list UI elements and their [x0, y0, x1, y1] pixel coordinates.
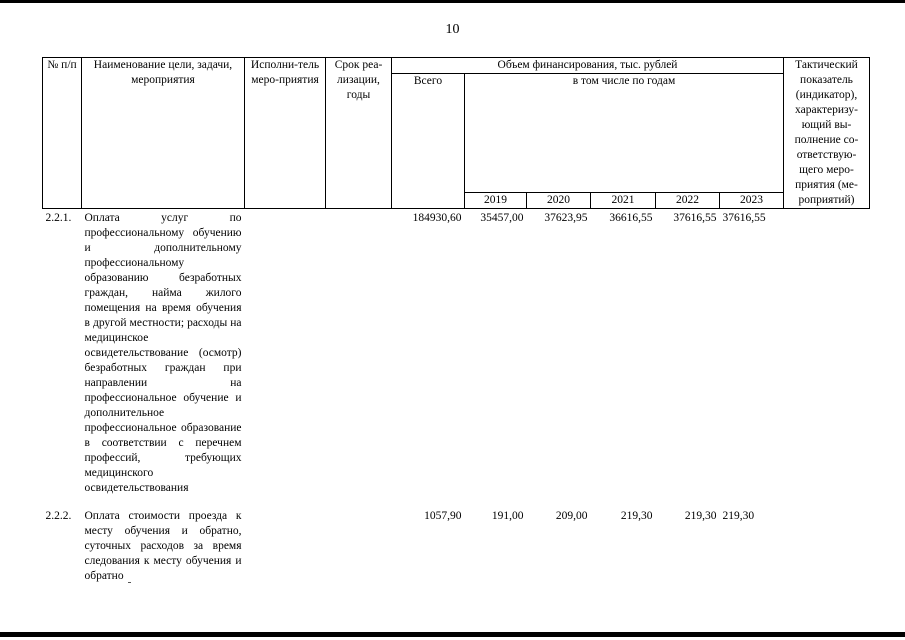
financing-table [42, 57, 870, 584]
row-indicator [784, 209, 870, 500]
row-2023: 219,30 [722, 510, 755, 522]
row-executor [245, 499, 326, 584]
row-2019: 35457,00 [480, 212, 524, 224]
table-header [43, 58, 870, 209]
bottom-rule [0, 632, 905, 637]
row-2020: 209,00 [555, 510, 588, 522]
row-2021: 219,30 [620, 510, 653, 522]
table-row [43, 499, 870, 584]
header-year: 2022 [656, 193, 720, 209]
header-executor: Исполни-тель меро-приятия [245, 58, 326, 209]
row-indicator [784, 499, 870, 584]
row-2020: 37623,95 [544, 212, 588, 224]
row-term [326, 209, 392, 500]
header-indicator: Тактический показатель (индикатор), характеризу-ющий вы-полнение со-ответствую-щего меро-приятия (ме-роприятий) [784, 58, 870, 209]
row-2022: 219,30 [684, 510, 717, 522]
header-funding: Объем финансирования, тыс. рублей [392, 58, 784, 74]
scan-speck [128, 582, 131, 583]
row-total: 184930,60 [412, 212, 462, 224]
row-num: 2.2.1. [45, 212, 72, 224]
header-year: 2023 [720, 193, 784, 209]
header-year: 2019 [465, 193, 527, 209]
row-2022: 37616,55 [673, 212, 717, 224]
row-term [326, 499, 392, 584]
header-num: № п/п [43, 58, 82, 209]
row-2023: 37616,55 [722, 212, 766, 224]
row-name: Оплата услуг по профессиональному обучению и дополнительному профессиональному образованию безработных граждан, найма жилого помещения на время обучения в другой местности; расходы на медицинское освидетельствование (осмотр) безработных граждан при направлении на профессиональное обучение и дополнительное профессиональное образование в соответствии с перечнем профессий, требующих медицинского освидетельствования [84, 212, 242, 494]
table-row [43, 209, 870, 500]
header-year: 2021 [591, 193, 656, 209]
header-total: Всего [392, 74, 465, 209]
row-total: 1057,90 [424, 510, 462, 522]
header-by-years: в том числе по годам [465, 74, 784, 193]
header-name: Наименование цели, задачи, мероприятия [82, 58, 245, 209]
row-2019: 191,00 [491, 510, 524, 522]
header-year: 2020 [527, 193, 591, 209]
row-name: Оплата стоимости проезда к месту обучения и обратно, суточных расходов за время следования к месту обучения и обратно [84, 510, 242, 582]
page-number: 10 [445, 22, 460, 37]
header-term: Срок реа-лизации, годы [326, 58, 392, 209]
top-rule [0, 0, 905, 3]
row-executor [245, 209, 326, 500]
row-num: 2.2.2. [45, 510, 72, 522]
row-2021: 36616,55 [609, 212, 653, 224]
